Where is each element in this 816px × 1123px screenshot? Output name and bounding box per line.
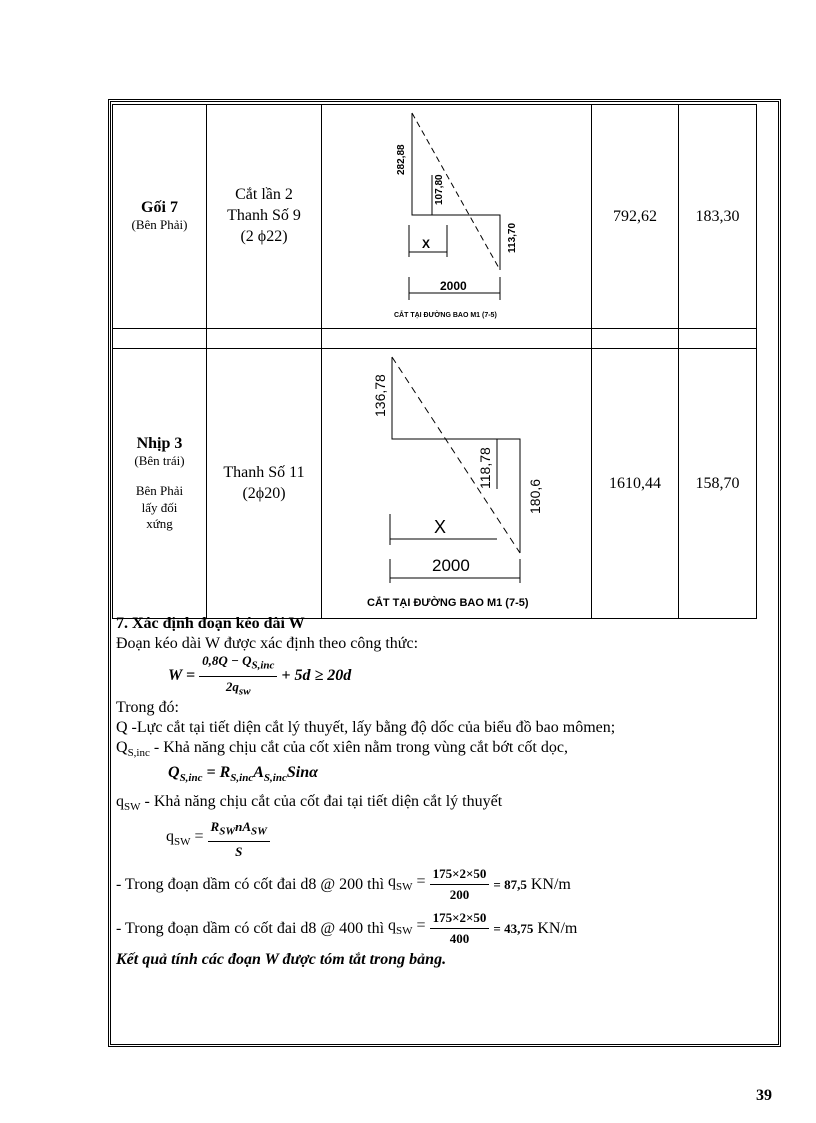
location-cell bbox=[113, 105, 207, 329]
mid-value-label: 107,80 bbox=[434, 174, 445, 205]
bar-label: Thanh Số 11 bbox=[223, 463, 305, 481]
right-value-label: 113,70 bbox=[507, 222, 518, 253]
qsw-fraction: $\frac{R_{SW}nA_{SW}}{S}$ bbox=[208, 817, 270, 863]
bar-diameter: (2ϕ20) bbox=[242, 484, 286, 502]
value2-cell: 158,70 bbox=[679, 349, 757, 619]
stirrup-200-fraction: $\frac{175\times 2\times 50}{200}$ bbox=[430, 864, 490, 905]
value1-cell: 1610,44 bbox=[592, 349, 679, 619]
stirrup-400-fraction: $\frac{175\times 2\times 50}{400}$ bbox=[430, 908, 490, 949]
diagram-outline bbox=[412, 113, 432, 215]
results-table bbox=[112, 104, 757, 619]
bar-label: Thanh Số 9 bbox=[227, 207, 301, 225]
formula-w-lhs: W = bbox=[168, 667, 196, 684]
right-value-label: 180,6 bbox=[527, 478, 543, 514]
bar-cell bbox=[207, 105, 322, 329]
qsinc-formula: $Q_{S,inc} = R_{S,inc}A_{S,inc}Sin\alpha$ bbox=[168, 764, 318, 785]
section-heading: 7. Xác định đoạn kéo dài W bbox=[116, 615, 305, 632]
qsinc-description: $Q_{S,inc}$ - Khả năng chịu cắt của cốt xiên nằm trong vùng cắt bớt cốt dọc, bbox=[116, 739, 568, 760]
location-name: Nhịp 3 bbox=[136, 435, 183, 452]
trong-do-label: Trong đó: bbox=[116, 699, 179, 716]
diagram-caption: CẮT TẠI ĐƯỜNG BAO M1 (7-5) bbox=[367, 597, 529, 609]
length-label: 2000 bbox=[440, 279, 467, 293]
table-row bbox=[113, 349, 757, 619]
location-name: Gối 7 bbox=[141, 199, 178, 217]
formula-w-tail: + 5d ≥ 20d bbox=[281, 667, 352, 684]
q-description: Q -Lực cắt tại tiết diện cắt lý thuyết, lấy bằng độ dốc của biểu đồ bao mômen; bbox=[116, 719, 616, 736]
table-spacer-row bbox=[113, 329, 757, 349]
length-label: 2000 bbox=[432, 556, 470, 575]
bar-diameter: (2 ϕ22) bbox=[240, 227, 288, 245]
page-number: 39 bbox=[756, 1087, 772, 1104]
qsw-formula: $q_{SW}$ = $\frac{R_{SW}nA_{SW}}{S}$ bbox=[116, 818, 776, 862]
diagram-cell bbox=[322, 349, 592, 619]
location-note: Bên Phải lấy đối xứng bbox=[135, 483, 184, 531]
conclusion-text: Kết quả tính các đoạn W được tóm tắt trong bảng. bbox=[116, 950, 447, 968]
location-side: (Bên trái) bbox=[134, 453, 185, 468]
section-body bbox=[116, 614, 776, 970]
stirrup-200-line: - Trong đoạn dầm có cốt đai d8 @ 200 thì $q_{SW}$ = $\frac{175\times 2\times 50}{200}$ = 87,5 KN/m bbox=[116, 862, 776, 908]
value1-cell: 792,62 bbox=[592, 105, 679, 329]
shear-diagram-2 bbox=[322, 349, 591, 613]
table-row bbox=[113, 105, 757, 329]
shear-diagram-1 bbox=[322, 105, 591, 323]
moment-slope-line bbox=[392, 357, 520, 553]
x-label: X bbox=[434, 517, 447, 537]
left-value-label: 136,78 bbox=[372, 374, 388, 417]
location-side: (Bên Phải) bbox=[131, 217, 188, 233]
location-cell bbox=[113, 349, 207, 619]
diagram-caption: CẮT TẠI ĐƯỜNG BAO M1 (7-5) bbox=[394, 312, 497, 319]
bar-cell bbox=[207, 349, 322, 619]
qsw-description: $q_{SW}$ - Khả năng chịu cắt của cốt đai tại tiết diện cắt lý thuyết bbox=[116, 793, 503, 814]
intro-text: Đoạn kéo dài W được xác định theo công thức: bbox=[116, 635, 419, 652]
stirrup-400-line: - Trong đoạn dầm có cốt đai d8 @ 400 thì $q_{SW}$ = $\frac{175\times 2\times 50}{400}$ = 43,75 KN/m bbox=[116, 908, 776, 950]
mid-value-label: 118,78 bbox=[477, 447, 493, 489]
diagram-cell bbox=[322, 105, 592, 329]
value2-cell: 183,30 bbox=[679, 105, 757, 329]
left-value-label: 282,88 bbox=[396, 144, 407, 175]
formula-w-fraction: $\frac{0,8Q - Q_{S,inc}}{2q_{sw}}$ bbox=[199, 651, 277, 701]
cut-label: Cắt lần 2 bbox=[235, 186, 293, 204]
x-label: X bbox=[422, 237, 431, 251]
formula-w bbox=[116, 654, 776, 698]
